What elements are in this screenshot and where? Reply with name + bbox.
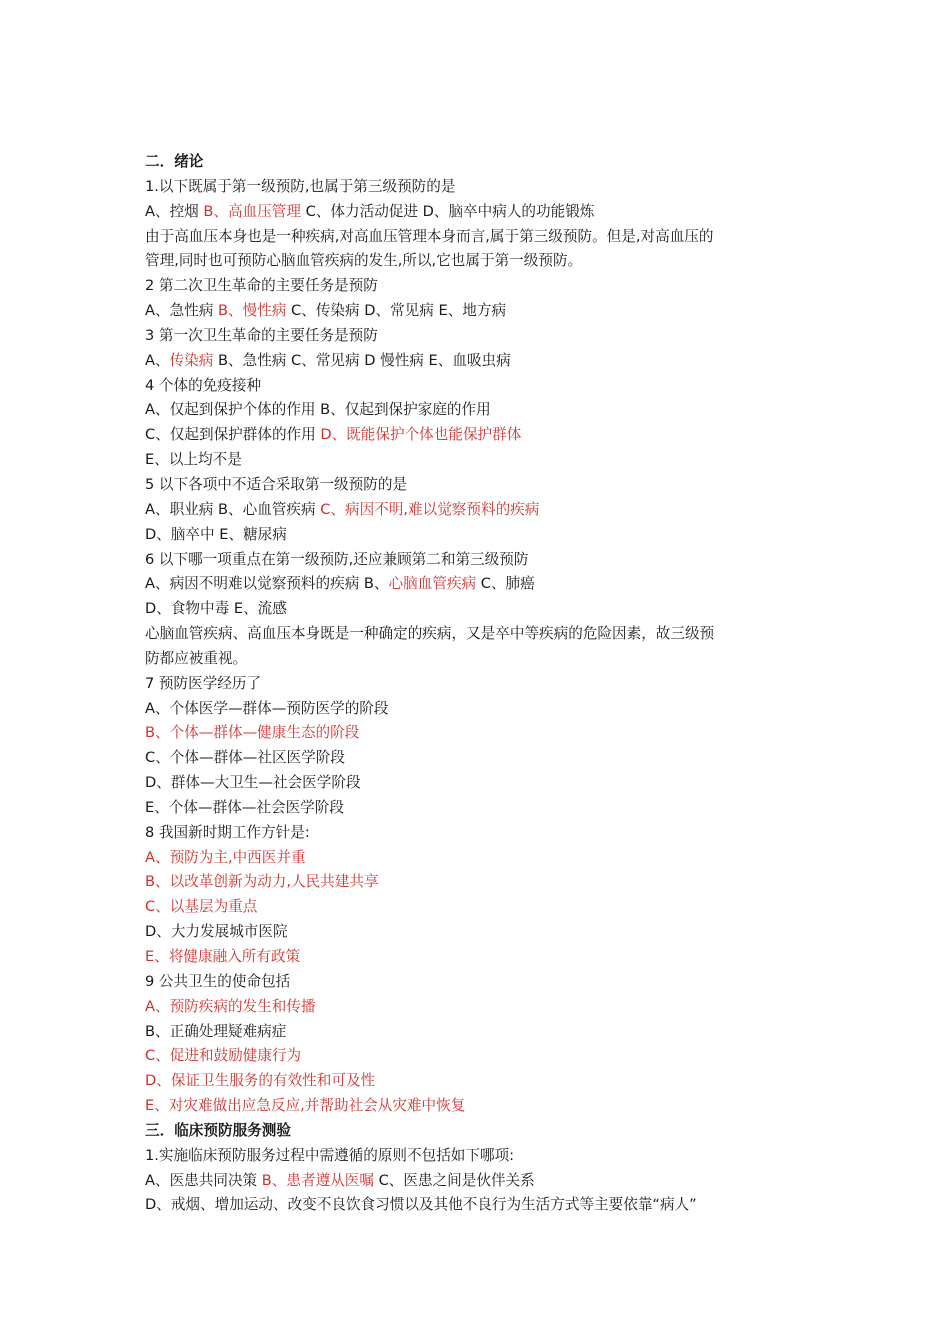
text-line bbox=[145, 995, 815, 1020]
text-segment: 7 预防医学经历了 bbox=[145, 674, 262, 692]
text-segment: D、食物中毒 E、流感 bbox=[145, 600, 287, 618]
text-segment: A、医患共同决策 bbox=[145, 1171, 262, 1189]
text-segment: 1.以下既属于第一级预防,也属于第三级预防的是 bbox=[145, 177, 456, 195]
text-line bbox=[145, 1193, 815, 1218]
text-line bbox=[145, 249, 815, 274]
text-segment: A、病因不明难以觉察预料的疾病 B、 bbox=[145, 575, 389, 593]
answer-text: C、病因不明,难以觉察预料的疾病 bbox=[320, 500, 540, 518]
text-segment: 1.实施临床预防服务过程中需遵循的原则不包括如下哪项: bbox=[145, 1146, 515, 1164]
text-segment: A、 bbox=[145, 351, 170, 369]
section-heading bbox=[145, 1119, 815, 1144]
text-line bbox=[145, 349, 815, 374]
text-segment: 4 个体的免疫接种 bbox=[145, 376, 262, 394]
text-line bbox=[145, 523, 815, 548]
text-line bbox=[145, 498, 815, 523]
text-line bbox=[145, 473, 815, 498]
answer-text: E、对灾难做出应急反应,并帮助社会从灾难中恢复 bbox=[145, 1097, 466, 1115]
answer-text: 传染病 bbox=[169, 351, 214, 369]
text-segment: C、传染病 D、常见病 E、地方病 bbox=[286, 302, 507, 320]
text-line bbox=[145, 697, 815, 722]
text-line bbox=[145, 1169, 815, 1194]
text-line bbox=[145, 1094, 815, 1119]
text-line bbox=[145, 548, 815, 573]
answer-text: A、预防疾病的发生和传播 bbox=[145, 997, 316, 1015]
text-segment: 三．临床预防服务测验 bbox=[145, 1121, 291, 1139]
text-segment: 管理,同时也可预防心脑血管疾病的发生,所以,它也属于第一级预防。 bbox=[145, 252, 583, 270]
text-line bbox=[145, 398, 815, 423]
text-line bbox=[145, 448, 815, 473]
text-segment: C、肺癌 bbox=[476, 575, 535, 593]
answer-text: 心脑血管疾病 bbox=[388, 575, 477, 593]
text-line bbox=[145, 423, 815, 448]
text-line bbox=[145, 870, 815, 895]
text-segment: A、急性病 bbox=[145, 302, 218, 320]
text-line bbox=[145, 970, 815, 995]
text-line bbox=[145, 175, 815, 200]
text-line bbox=[145, 672, 815, 697]
text-segment: E、个体—群体—社会医学阶段 bbox=[145, 798, 344, 816]
text-line bbox=[145, 200, 815, 225]
answer-text: B、高血压管理 bbox=[203, 202, 301, 220]
text-line bbox=[145, 324, 815, 349]
text-segment: 二．绪论 bbox=[145, 153, 204, 170]
section-heading bbox=[145, 150, 815, 175]
text-line bbox=[145, 920, 815, 945]
text-segment: D、大力发展城市医院 bbox=[145, 923, 288, 941]
text-segment: C、医患之间是伙伴关系 bbox=[373, 1171, 535, 1189]
text-line bbox=[145, 1069, 815, 1094]
answer-text: E、将健康融入所有政策 bbox=[145, 948, 301, 965]
text-line bbox=[145, 746, 815, 771]
text-line bbox=[145, 821, 815, 846]
answer-text: A、预防为主,中西医并重 bbox=[145, 848, 306, 866]
text-segment: D、戒烟、增加运动、改变不良饮食习惯以及其他不良行为生活方式等主要依靠“病人” bbox=[145, 1196, 697, 1214]
answer-text: B、患者遵从医嘱 bbox=[261, 1171, 374, 1189]
text-line bbox=[145, 1020, 815, 1045]
text-line bbox=[145, 597, 815, 622]
text-segment: 由于高血压本身也是一种疾病,对高血压管理本身而言,属于第三级预防。但是,对高血压的 bbox=[145, 227, 714, 245]
text-segment: D、脑卒中 E、糖尿病 bbox=[145, 525, 287, 543]
text-line bbox=[145, 299, 815, 324]
text-segment: B、急性病 C、常见病 D 慢性病 E、血吸虫病 bbox=[213, 351, 511, 369]
text-segment: A、个体医学—群体—预防医学的阶段 bbox=[145, 699, 389, 717]
text-line bbox=[145, 1144, 815, 1169]
text-segment: 防都应被重视。 bbox=[145, 649, 248, 667]
text-segment: D、群体—大卫生—社会医学阶段 bbox=[145, 774, 361, 792]
text-line bbox=[145, 796, 815, 821]
text-line bbox=[145, 374, 815, 399]
text-line bbox=[145, 721, 815, 746]
text-line bbox=[145, 895, 815, 920]
answer-text: D、保证卫生服务的有效性和可及性 bbox=[145, 1072, 376, 1090]
text-segment: C、体力活动促进 D、脑卒中病人的功能锻炼 bbox=[300, 202, 595, 220]
text-line bbox=[145, 846, 815, 871]
text-segment: A、职业病 B、心血管疾病 bbox=[145, 500, 321, 518]
text-line bbox=[145, 572, 815, 597]
text-line bbox=[145, 647, 815, 672]
text-segment: 心脑血管疾病、高血压本身既是一种确定的疾病，又是卒中等疾病的危险因素，故三级预 bbox=[145, 625, 715, 643]
text-line bbox=[145, 274, 815, 299]
text-segment: 3 第一次卫生革命的主要任务是预防 bbox=[145, 326, 378, 344]
text-segment: C、仅起到保护群体的作用 bbox=[145, 426, 321, 444]
answer-text: B、慢性病 bbox=[218, 302, 287, 320]
answer-text: B、个体—群体—健康生态的阶段 bbox=[145, 724, 360, 742]
text-segment: 8 我国新时期工作方针是: bbox=[145, 823, 310, 841]
document-body bbox=[145, 150, 815, 1218]
text-line bbox=[145, 771, 815, 796]
text-segment: 5 以下各项中不适合采取第一级预防的是 bbox=[145, 475, 408, 493]
text-segment: A、控烟 bbox=[145, 202, 204, 220]
text-segment: E、以上均不是 bbox=[145, 451, 242, 469]
text-line bbox=[145, 1044, 815, 1069]
text-segment: C、个体—群体—社区医学阶段 bbox=[145, 749, 345, 767]
text-segment: 9 公共卫生的使命包括 bbox=[145, 972, 291, 990]
text-segment: A、仅起到保护个体的作用 B、仅起到保护家庭的作用 bbox=[145, 401, 491, 419]
text-segment: 2 第二次卫生革命的主要任务是预防 bbox=[145, 277, 378, 295]
answer-text: C、以基层为重点 bbox=[145, 898, 258, 916]
answer-text: D、既能保护个体也能保护群体 bbox=[320, 426, 522, 444]
answer-text: C、促进和鼓励健康行为 bbox=[145, 1047, 302, 1065]
text-line bbox=[145, 945, 815, 970]
text-segment: B、正确处理疑难病症 bbox=[145, 1022, 287, 1040]
text-segment: 6 以下哪一项重点在第一级预防,还应兼顾第二和第三级预防 bbox=[145, 550, 529, 568]
answer-text: B、以改革创新为动力,人民共建共享 bbox=[145, 873, 379, 891]
text-line bbox=[145, 622, 815, 647]
text-line bbox=[145, 225, 815, 250]
